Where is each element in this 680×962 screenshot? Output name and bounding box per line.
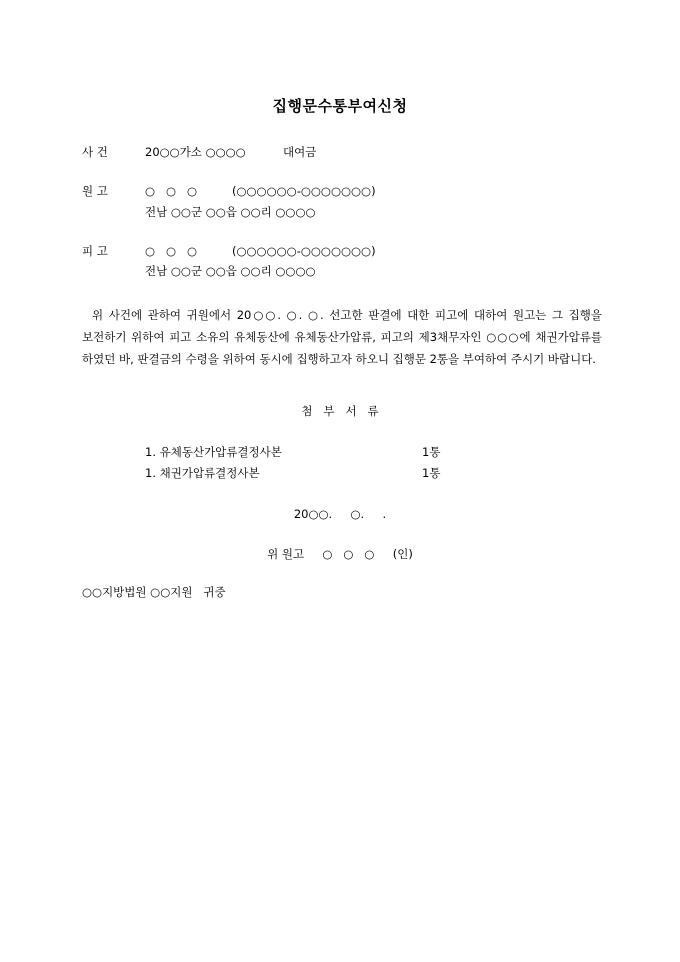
attachment-item-name: 1. 유체동산가압류결정사본: [145, 445, 282, 459]
plaintiff-id: (○○○○○○-○○○○○○○): [232, 184, 376, 198]
attachment-item-name: 1. 채권가압류결정사본: [145, 466, 260, 480]
request-body: 위 사건에 관하여 귀원에서 20○○. ○. ○. 선고한 판결에 대한 피고에 대하여 원고는 그 집행을 보전하기 위하여 피고 소유의 유체동산에 유체동산가압류, 피고의 제3채무자인 ○○○에 채권가압류를 하였던 바, 판결금의 수령을 위하여 동시에 집행하고자 하오니 집행문 2통을 부여하여 주시기 바랍니다.: [82, 308, 602, 366]
filing-date: 20○○. ○. .: [293, 507, 387, 521]
document-title: 집행문수통부여신청: [272, 97, 408, 115]
case-label: 사 건: [82, 145, 108, 159]
case-name: 대여금: [283, 145, 317, 159]
defendant-id: (○○○○○○-○○○○○○○): [232, 244, 376, 258]
attachment-item-count: 1통: [422, 466, 441, 480]
plaintiff-signature: 위 원고 ○ ○ ○ (인): [267, 547, 413, 561]
court-addressee: ○○지방법원 ○○지원 귀중: [82, 585, 226, 599]
defendant-name: ○ ○ ○: [145, 244, 198, 258]
plaintiff-address: 전남 ○○군 ○○읍 ○○리 ○○○○: [145, 205, 316, 219]
attachments-heading: 첨 부 서 류: [301, 404, 379, 418]
defendant-label: 피 고: [82, 244, 108, 258]
plaintiff-name: ○ ○ ○: [145, 184, 198, 198]
attachment-item-count: 1통: [422, 445, 441, 459]
plaintiff-label: 원 고: [82, 184, 108, 198]
defendant-address: 전남 ○○군 ○○읍 ○○리 ○○○○: [145, 264, 316, 278]
case-number: 20○○가소 ○○○○: [145, 145, 246, 159]
